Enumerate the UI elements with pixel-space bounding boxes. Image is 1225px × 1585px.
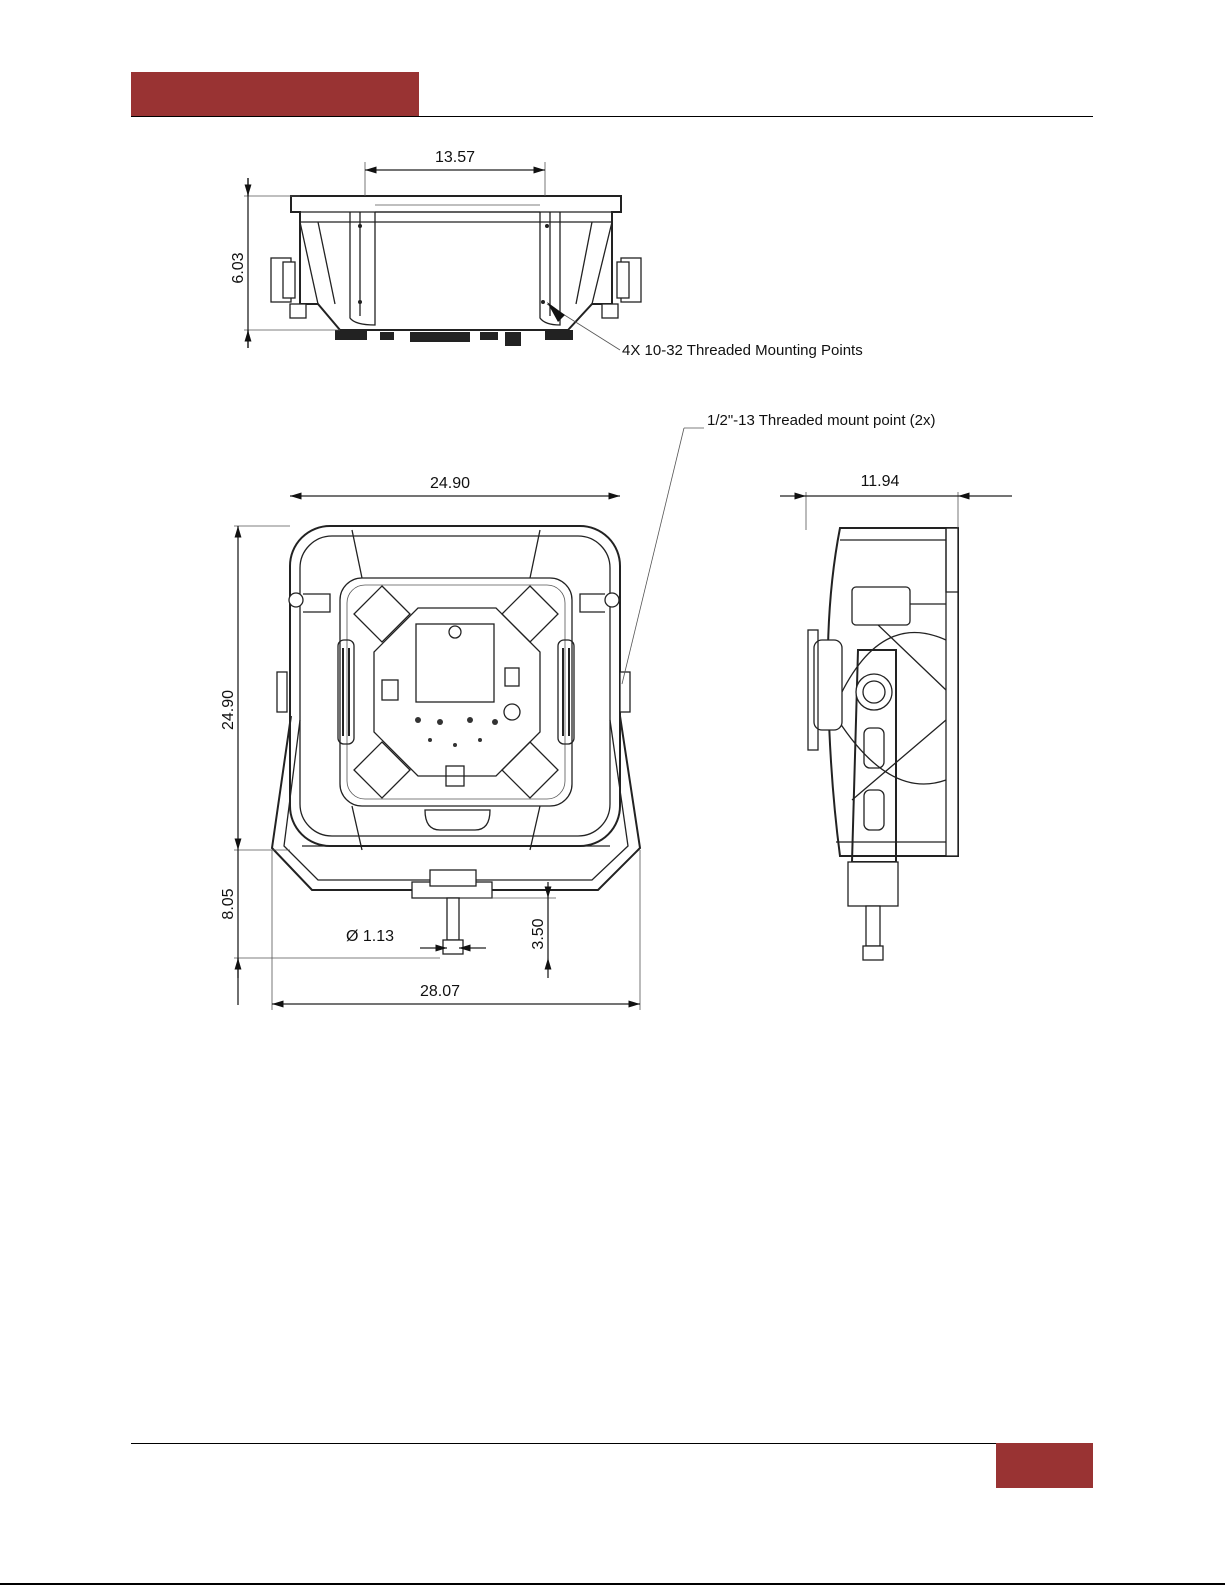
top-width-dim: 13.57: [434, 149, 476, 166]
footer-rule: [131, 1443, 1093, 1444]
side-view: [780, 473, 1012, 960]
side-depth-dim: 11.94: [860, 473, 900, 490]
top-callout: 4X 10-32 Threaded Mounting Points: [622, 342, 863, 359]
front-width-dim: 24.90: [429, 475, 471, 492]
front-overall-width-dim: 28.07: [419, 983, 461, 1000]
front-post-dim: 3.50: [530, 918, 547, 950]
top-height-dim: 6.03: [230, 252, 247, 284]
front-height-dim: 24.90: [220, 689, 237, 731]
front-callout: 1/2"-13 Threaded mount point (2x): [707, 412, 936, 429]
top-view: [230, 149, 863, 359]
front-diameter-dim: Ø 1.13: [346, 928, 395, 945]
front-base-dim: 8.05: [220, 888, 237, 920]
footer-accent-bar: [996, 1443, 1093, 1488]
